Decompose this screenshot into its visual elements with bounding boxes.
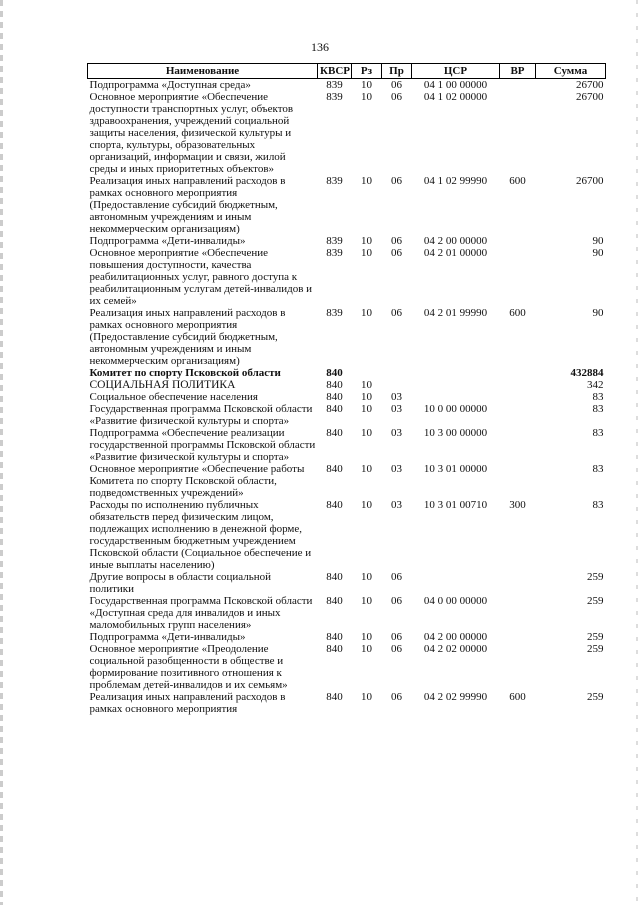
cell-pr: 06 [391,247,402,259]
cell-sum: 259 [587,643,604,655]
table-row [88,427,606,463]
cell-name: Основное мероприятие «Обеспечение доступности транспортных услуг, объектов здравоохранения, учреждений социальной защиты населения, физической культуры и спорта, культуры, образовательных организаций, информации и связи, жилой среды и иных приоритетных объектов» [89,91,294,175]
header-kvsr: КВСР [318,64,352,79]
cell-csr: 10 3 00 00000 [423,427,488,439]
cell-pr [382,379,412,391]
cell-kvsr: 840 [326,691,343,703]
cell-kvsr: 840 [326,391,343,403]
cell-kvsr: 840 [326,499,343,511]
table-body [88,79,606,716]
cell-pr: 06 [391,235,402,247]
cell-rz: 10 [361,463,372,475]
cell-name: Государственная программа Псковской области «Доступная среда для инвалидов и иных маломобильных групп населения» [89,595,313,631]
table-row [88,463,606,499]
cell-rz: 10 [361,79,372,91]
cell-name: Реализация иных направлений расходов в рамках основного мероприятия (Предоставление субсидий бюджетным, автономным учреждениям и иным некоммерческим организациям) [89,307,286,367]
cell-kvsr: 840 [326,463,343,475]
cell-rz: 10 [361,499,372,511]
header-name: Наименование [88,64,318,79]
header-vr: ВР [500,64,536,79]
cell-sum: 83 [592,499,604,511]
cell-kvsr: 839 [326,307,343,319]
cell-sum: 83 [592,391,604,403]
cell-kvsr: 840 [326,379,343,391]
cell-pr: 03 [391,403,402,415]
cell-vr [500,247,536,307]
cell-rz: 10 [361,403,372,415]
cell-vr [500,391,536,403]
cell-pr: 06 [391,307,402,319]
cell-pr: 06 [391,595,402,607]
cell-name: Основное мероприятие «Обеспечение работы Комитета по спорту Псковской области, подведомственных учреждений» [89,463,305,499]
table-row [88,79,606,92]
budget-table [87,63,606,715]
cell-vr [500,595,536,631]
cell-sum: 83 [592,463,604,475]
header-rz: Рз [352,64,382,79]
cell-csr: 04 2 00 00000 [423,631,488,643]
cell-sum: 259 [587,595,604,607]
cell-rz: 10 [361,427,372,439]
cell-csr: 04 2 02 00000 [423,643,488,655]
cell-kvsr: 840 [326,595,343,607]
cell-sum: 90 [592,235,604,247]
cell-vr [500,631,536,643]
cell-sum: 259 [587,631,604,643]
cell-pr: 03 [391,463,402,475]
cell-vr [500,571,536,595]
cell-kvsr: 840 [326,403,343,415]
scan-edge-right [636,0,638,905]
cell-csr: 04 0 00 00000 [423,595,488,607]
cell-vr [500,643,536,691]
cell-pr: 06 [391,571,402,583]
table-row [88,367,606,379]
cell-sum: 26700 [576,91,604,103]
table-row [88,379,606,391]
cell-rz: 10 [361,91,372,103]
cell-name: Подпрограмма «Дети-инвалиды» [89,631,246,643]
header-pr: Пр [382,64,412,79]
cell-vr [500,367,536,379]
cell-name: Реализация иных направлений расходов в рамках основного мероприятия [89,691,286,715]
cell-csr: 10 0 00 00000 [423,403,488,415]
cell-csr [412,379,500,391]
cell-rz [352,367,382,379]
cell-kvsr: 840 [326,631,343,643]
cell-kvsr: 840 [326,643,343,655]
cell-pr: 06 [391,643,402,655]
cell-sum: 90 [592,247,604,259]
cell-sum: 26700 [576,79,604,91]
page-number: 136 [311,40,329,54]
cell-rz: 10 [361,691,372,703]
table-row [88,175,606,235]
cell-name: Подпрограмма «Обеспечение реализации государственной программы Псковской области «Развитие физической культуры и спорта» [89,427,316,463]
cell-pr: 03 [391,427,402,439]
cell-vr: 600 [509,307,526,319]
cell-rz: 10 [361,571,372,583]
cell-csr: 04 1 02 99990 [423,175,488,187]
cell-csr: 04 2 00 00000 [423,235,488,247]
cell-csr [412,571,500,595]
cell-sum: 90 [592,307,604,319]
cell-rz: 10 [361,175,372,187]
cell-rz: 10 [361,307,372,319]
table-row [88,307,606,367]
table-row [88,235,606,247]
cell-pr: 03 [391,391,402,403]
scan-edge-left [0,0,3,905]
cell-kvsr: 839 [326,91,343,103]
cell-csr [412,367,500,379]
table-row [88,571,606,595]
cell-sum: 259 [587,691,604,703]
cell-sum: 26700 [576,175,604,187]
cell-pr: 06 [391,631,402,643]
cell-vr [500,403,536,427]
cell-sum: 83 [592,427,604,439]
cell-name: Государственная программа Псковской области «Развитие физической культуры и спорта» [89,403,313,427]
cell-name: Подпрограмма «Доступная среда» [89,79,251,91]
cell-rz: 10 [361,631,372,643]
header-sum: Сумма [536,64,606,79]
cell-csr [412,391,500,403]
cell-pr: 03 [391,499,402,511]
table-row [88,91,606,175]
cell-rz: 10 [361,391,372,403]
cell-vr: 600 [509,691,526,703]
cell-csr: 04 2 01 00000 [423,247,488,259]
cell-pr: 06 [391,175,402,187]
cell-pr: 06 [391,79,402,91]
cell-csr: 04 1 02 00000 [423,91,488,103]
cell-csr: 10 3 01 00710 [423,499,488,511]
cell-kvsr: 839 [326,79,343,91]
table-header [88,64,606,79]
cell-kvsr: 840 [326,571,343,583]
cell-sum: 432884 [570,367,604,379]
cell-name: Основное мероприятие «Обеспечение повышения доступности, качества реабилитационных услуг, равного доступа к реабилитационным услугам детей-инвалидов и их семей» [89,247,313,307]
cell-name: Основное мероприятие «Преодоление социальной разобщенности в обществе и формирование позитивного отношения к проблемам детей-инвалидов и их семьям» [89,643,288,691]
cell-pr [382,367,412,379]
cell-vr: 600 [509,175,526,187]
cell-kvsr: 839 [326,175,343,187]
cell-name: Реализация иных направлений расходов в рамках основного мероприятия (Предоставление субсидий бюджетным, автономным учреждениям и иным некоммерческим организациям) [89,175,286,235]
cell-csr: 04 2 02 99990 [423,691,488,703]
cell-vr [500,79,536,92]
table-row [88,691,606,715]
table-row [88,499,606,571]
cell-kvsr: 839 [326,235,343,247]
table-row [88,595,606,631]
table-row [88,631,606,643]
cell-name: Другие вопросы в области социальной политики [89,571,272,595]
cell-csr: 04 2 01 99990 [423,307,488,319]
cell-vr [500,427,536,463]
cell-vr [500,91,536,175]
cell-kvsr: 839 [326,247,343,259]
cell-csr: 10 3 01 00000 [423,463,488,475]
cell-rz: 10 [361,379,372,391]
cell-vr [500,379,536,391]
cell-sum: 342 [587,379,604,391]
cell-csr: 04 1 00 00000 [423,79,488,91]
cell-sum: 259 [587,571,604,583]
cell-vr: 300 [509,499,526,511]
cell-name: Комитет по спорту Псковской области [89,367,281,379]
cell-vr [500,463,536,499]
cell-rz: 10 [361,643,372,655]
header-csr: ЦСР [412,64,500,79]
cell-name: Расходы по исполнению публичных обязательств перед физическим лицом, подлежащих исполнению в денежной форме, государственным бюджетным учреждением Псковской области (Социальное обеспечение и иные выплаты населению) [89,499,312,571]
cell-vr [500,235,536,247]
cell-kvsr: 840 [326,367,343,379]
cell-name: СОЦИАЛЬНАЯ ПОЛИТИКА [89,379,236,391]
cell-rz: 10 [361,595,372,607]
cell-pr: 06 [391,91,402,103]
cell-pr: 06 [391,691,402,703]
table-row [88,391,606,403]
table-row [88,247,606,307]
cell-rz: 10 [361,247,372,259]
cell-rz: 10 [361,235,372,247]
cell-name: Подпрограмма «Дети-инвалиды» [89,235,246,247]
cell-sum: 83 [592,403,604,415]
cell-kvsr: 840 [326,427,343,439]
table-row [88,643,606,691]
cell-name: Социальное обеспечение населения [89,391,258,403]
table-row [88,403,606,427]
